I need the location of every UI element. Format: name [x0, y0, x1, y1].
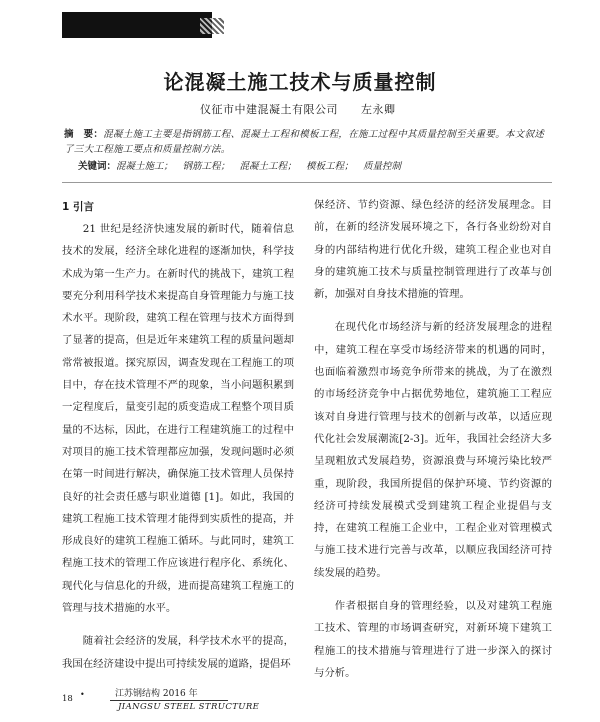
keywords-text: 混凝土施工； 钢筋工程； 混凝土工程； 模板工程； 质量控制: [116, 161, 402, 172]
abstract-text: 混凝土施工主要是指钢筋工程、混凝土工程和模板工程，在施工过程中其质量控制至关重要。本文叙述了三大工程施工要点和质量控制方法。: [64, 129, 545, 155]
right-column: [314, 194, 552, 684]
paragraph: 保经济、节约资源、绿色经济的经济发展理念。目前，在新的经济发展环境之下，各行各业纷纷对自身的内部结构进行优化升级，建筑工程企业也对自身的建筑施工技术与质量控制管理进行了改革与创新，加强对自身技术措施的管理。: [314, 199, 552, 301]
section-heading: 1 引言: [62, 201, 94, 213]
keywords-label: 关键词：: [78, 161, 117, 172]
paragraph: 在现代化市场经济与新的经济发展理念的进程中，建筑工程在享受市场经济带来的机遇的同时，也面临着激烈市场竞争所带来的挑战，为了在激烈的市场经济竞争中占据优势地位，建筑施工工程应该对自身进行管理与技术的创新与改革，以适应现代化社会发展潮流[2-3]。近年，我国社会经济大多呈现粗放式发展趋势，资源浪费与环境污染比较严重，现阶段，我国所提倡的保护环境、节约资源的经济可持续发展模式受到建筑工程企业提倡与支持，在建筑工程施工企业中，工程企业对管理模式与施工技术进行完善与改革，以顺应我国经济可持续发展的趋势。: [314, 321, 552, 579]
footer-dot: •: [80, 690, 85, 699]
journal-name: 江苏钢结构 2016 年: [115, 689, 198, 699]
paragraph: 21 世纪是经济快速发展的新时代，随着信息技术的发展，经济全球化进程的逐渐加快，科学技术成为第一生产力。在新时代的挑战下，建筑工程要充分利用科学技术来提高自身管理能力与施工技术水平。现阶段，建筑工程在管理与技术方面得到了显著的提高，但是近年来建筑工程的质量问题却常常被报道。探究原因，调查发现在工程施工的项目中，存在技术管理不严的现象，当小问题积累到一定程度后，量变引起的质变造成工程整个项目质量的不达标，因此，在进行工程建筑施工的过程中对项目的施工技术管理都应加强，发现问题时必须在第一时间进行解决，确保施工技术管理人员保持良好的社会责任感与职业道德 [1]。如此，我国的建筑工程施工技术管理才能得到实质性的提高，并形成良好的建筑工程施工循环。与此同时，建筑工程施工技术的管理工作应该进行程序化、系统化、现代化与信息化的升级，进而提高建筑工程施工的管理与技术措施的水平。: [62, 223, 294, 615]
article-author: 仪征市中建混凝土有限公司 左永卿: [200, 103, 396, 116]
footer-rule: [110, 700, 228, 701]
keywords: [78, 158, 401, 172]
paragraph: 随着社会经济的发展，科学技术水平的提高，我国在经济建设中提出可持续发展的道路，提倡环: [62, 635, 294, 670]
paragraph: 作者根据自身的管理经验，以及对建筑工程施工技术、管理的市场调查研究，对新环境下建筑工程施工的技术措施与管理进行了进一步深入的探讨与分析。: [314, 600, 552, 679]
divider: [62, 182, 552, 183]
abstract-label: 摘 要：: [64, 129, 104, 140]
left-column: [62, 196, 294, 675]
article-title: 论混凝土施工技术与质量控制: [163, 70, 437, 94]
page-number: 18: [62, 694, 73, 704]
journal-name-english: JIANGSU STEEL STRUCTURE: [118, 702, 260, 712]
header-decoration: [200, 18, 224, 34]
abstract: [64, 127, 550, 157]
header-band: [62, 12, 212, 38]
